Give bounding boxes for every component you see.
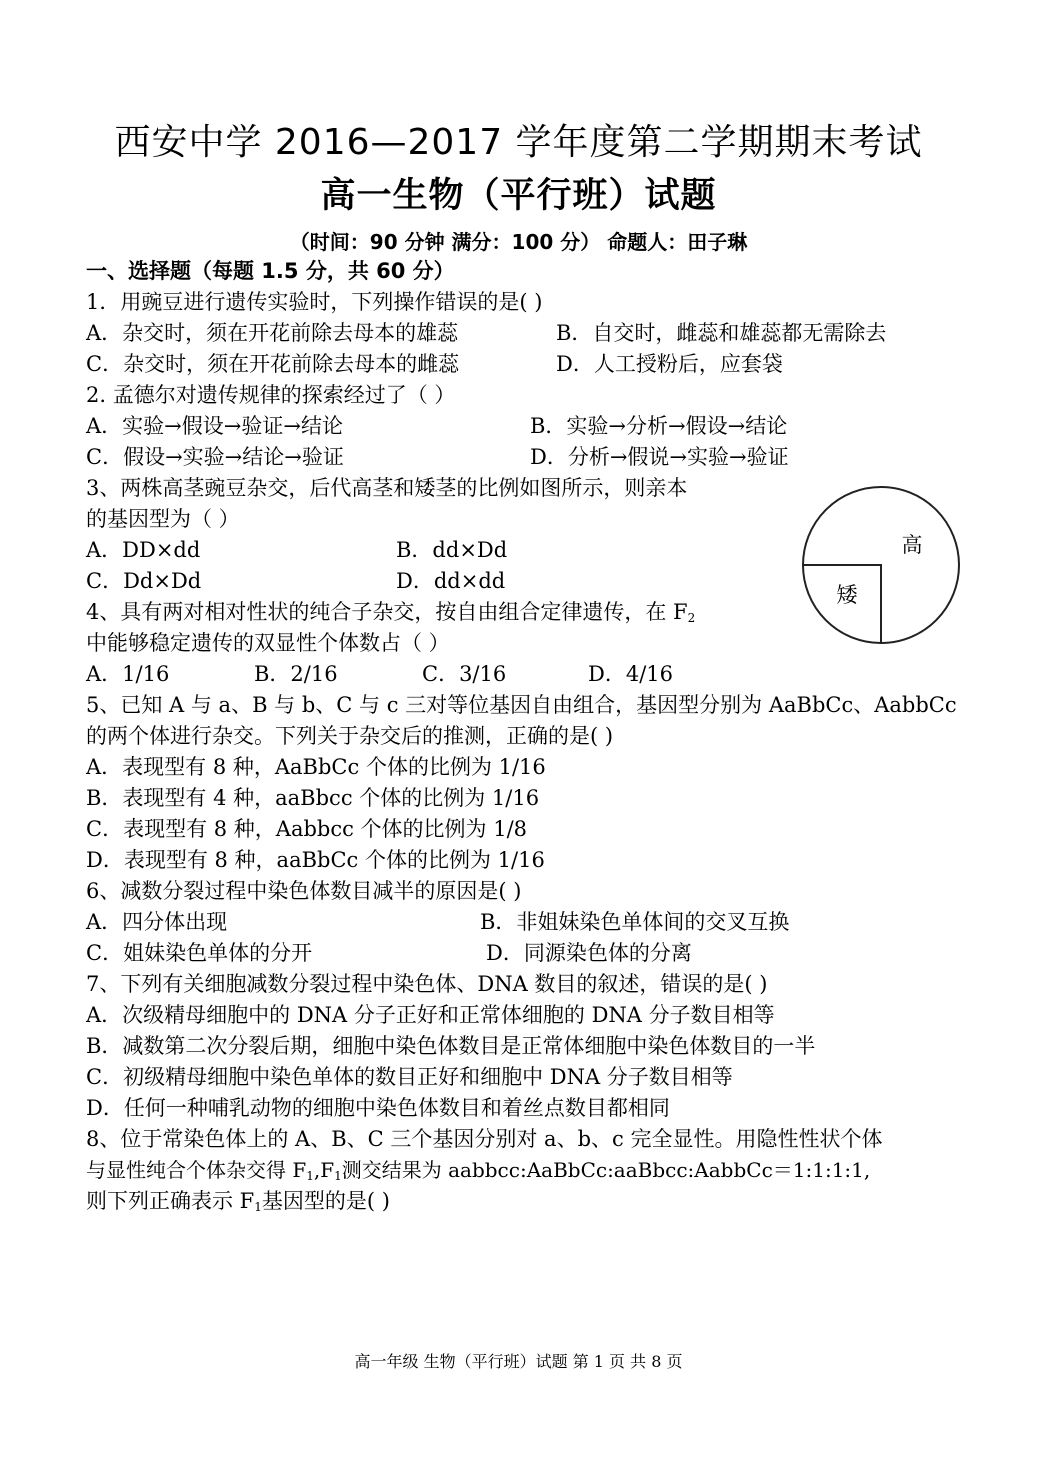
q3-option-d: D．dd×dd xyxy=(396,569,506,593)
exam-info: （时间：90 分钟 满分：100 分） 命题人：田子琳 xyxy=(289,230,748,254)
exam-title: 西安中学 2016—2017 学年度第二学期期末考试 xyxy=(114,122,923,163)
pie-label-tall: 高 xyxy=(901,533,923,557)
pie-label-short: 矮 xyxy=(836,583,858,607)
q6-option-d: D．同源染色体的分离 xyxy=(486,941,692,965)
q4-option-d: D．4/16 xyxy=(588,662,673,686)
q8-stem-line1: 8、位于常染色体上的 A、B、C 三个基因分别对 a、b、c 完全显性。用隐性性状个体 xyxy=(86,1127,883,1151)
q1-option-c: C．杂交时，须在开花前除去母本的雌蕊 xyxy=(86,352,460,376)
q7-option-a: A．次级精母细胞中的 DNA 分子正好和正常体细胞的 DNA 分子数目相等 xyxy=(86,1003,775,1027)
section-heading: 一、选择题（每题 1.5 分，共 60 分） xyxy=(86,259,455,283)
q6-option-b: B．非姐妹染色单体间的交叉互换 xyxy=(480,910,790,934)
q4-option-a: A．1/16 xyxy=(86,662,170,686)
q2-option-c: C．假设→实验→结论→验证 xyxy=(86,445,344,469)
q7-option-b: B．减数第二次分裂后期，细胞中染色体数目是正常体细胞中染色体数目的一半 xyxy=(86,1034,816,1058)
q4-option-c: C．3/16 xyxy=(422,662,507,686)
q5-option-d: D．表现型有 8 种，aaBbCc 个体的比例为 1/16 xyxy=(86,848,545,872)
pie-chart xyxy=(796,484,966,646)
q3-stem-line1: 3、两株高茎豌豆杂交，后代高茎和矮茎的比例如图所示，则亲本 xyxy=(86,476,688,500)
q4-stem-line1: 4、具有两对相对性状的纯合子杂交，按自由组合定律遗传，在 $F_2$ xyxy=(86,600,696,625)
page-footer: 高一年级 生物（平行班）试题 第 1 页 共 8 页 xyxy=(354,1352,683,1371)
q4-stem-line2: 中能够稳定遗传的双显性个体数占（ ） xyxy=(86,631,450,655)
q3-stem-line2: 的基因型为（ ） xyxy=(86,507,240,531)
q3-option-b: B．dd×Dd xyxy=(396,538,508,562)
q1-option-d: D．人工授粉后，应套袋 xyxy=(556,352,783,376)
q5-stem-line1: 5、已知 A 与 a、B 与 b、C 与 c 三对等位基因自由组合，基因型分别为 AaBbCc、AabbCc xyxy=(86,693,957,717)
q7-stem: 7、下列有关细胞减数分裂过程中染色体、DNA 数目的叙述，错误的是( ) xyxy=(86,972,768,996)
q4-option-b: B．2/16 xyxy=(254,662,338,686)
q3-option-c: C．Dd×Dd xyxy=(86,569,202,593)
q6-stem: 6、减数分裂过程中染色体数目减半的原因是( ) xyxy=(86,879,522,903)
q5-option-c: C．表现型有 8 种，Aabbcc 个体的比例为 1/8 xyxy=(86,817,528,841)
q7-option-c: C．初级精母细胞中染色单体的数目正好和细胞中 DNA 分子数目相等 xyxy=(86,1065,733,1089)
exam-subtitle: 高一生物（平行班）试题 xyxy=(320,175,717,216)
q1-option-b: B．自交时，雌蕊和雄蕊都无需除去 xyxy=(556,321,887,345)
q2-option-a: A．实验→假设→验证→结论 xyxy=(86,414,343,438)
q6-option-c: C．姐妹染色单体的分开 xyxy=(86,941,313,965)
q2-stem: 2. 孟德尔对遗传规律的探索经过了（ ） xyxy=(86,383,456,407)
q3-option-a: A．DD×dd xyxy=(86,538,201,562)
q5-stem-line2: 的两个体进行杂交。下列关于杂交后的推测，正确的是( ) xyxy=(86,724,614,748)
q8-stem-line3: 则下列正确表示 $F_1$基因型的是( ) xyxy=(86,1189,390,1214)
q5-option-b: B．表现型有 4 种，aaBbcc 个体的比例为 1/16 xyxy=(86,786,540,810)
q6-option-a: A．四分体出现 xyxy=(86,910,228,934)
q8-stem-line2: 与显性纯合个体杂交得 $F_1,F_1$测交结果为 aabbcc:AaBbCc:aaBbcc:AabbCc＝1:1:1:1, xyxy=(86,1158,871,1183)
q2-option-b: B．实验→分析→假设→结论 xyxy=(530,414,788,438)
q1-stem: 1．用豌豆进行遗传实验时，下列操作错误的是( ) xyxy=(86,290,543,314)
q2-option-d: D．分析→假说→实验→验证 xyxy=(530,445,789,469)
q5-option-a: A．表现型有 8 种，AaBbCc 个体的比例为 1/16 xyxy=(86,755,546,779)
q7-option-d: D．任何一种哺乳动物的细胞中染色体数目和着丝点数目都相同 xyxy=(86,1096,670,1120)
q1-option-a: A．杂交时，须在开花前除去母本的雄蕊 xyxy=(86,321,459,345)
